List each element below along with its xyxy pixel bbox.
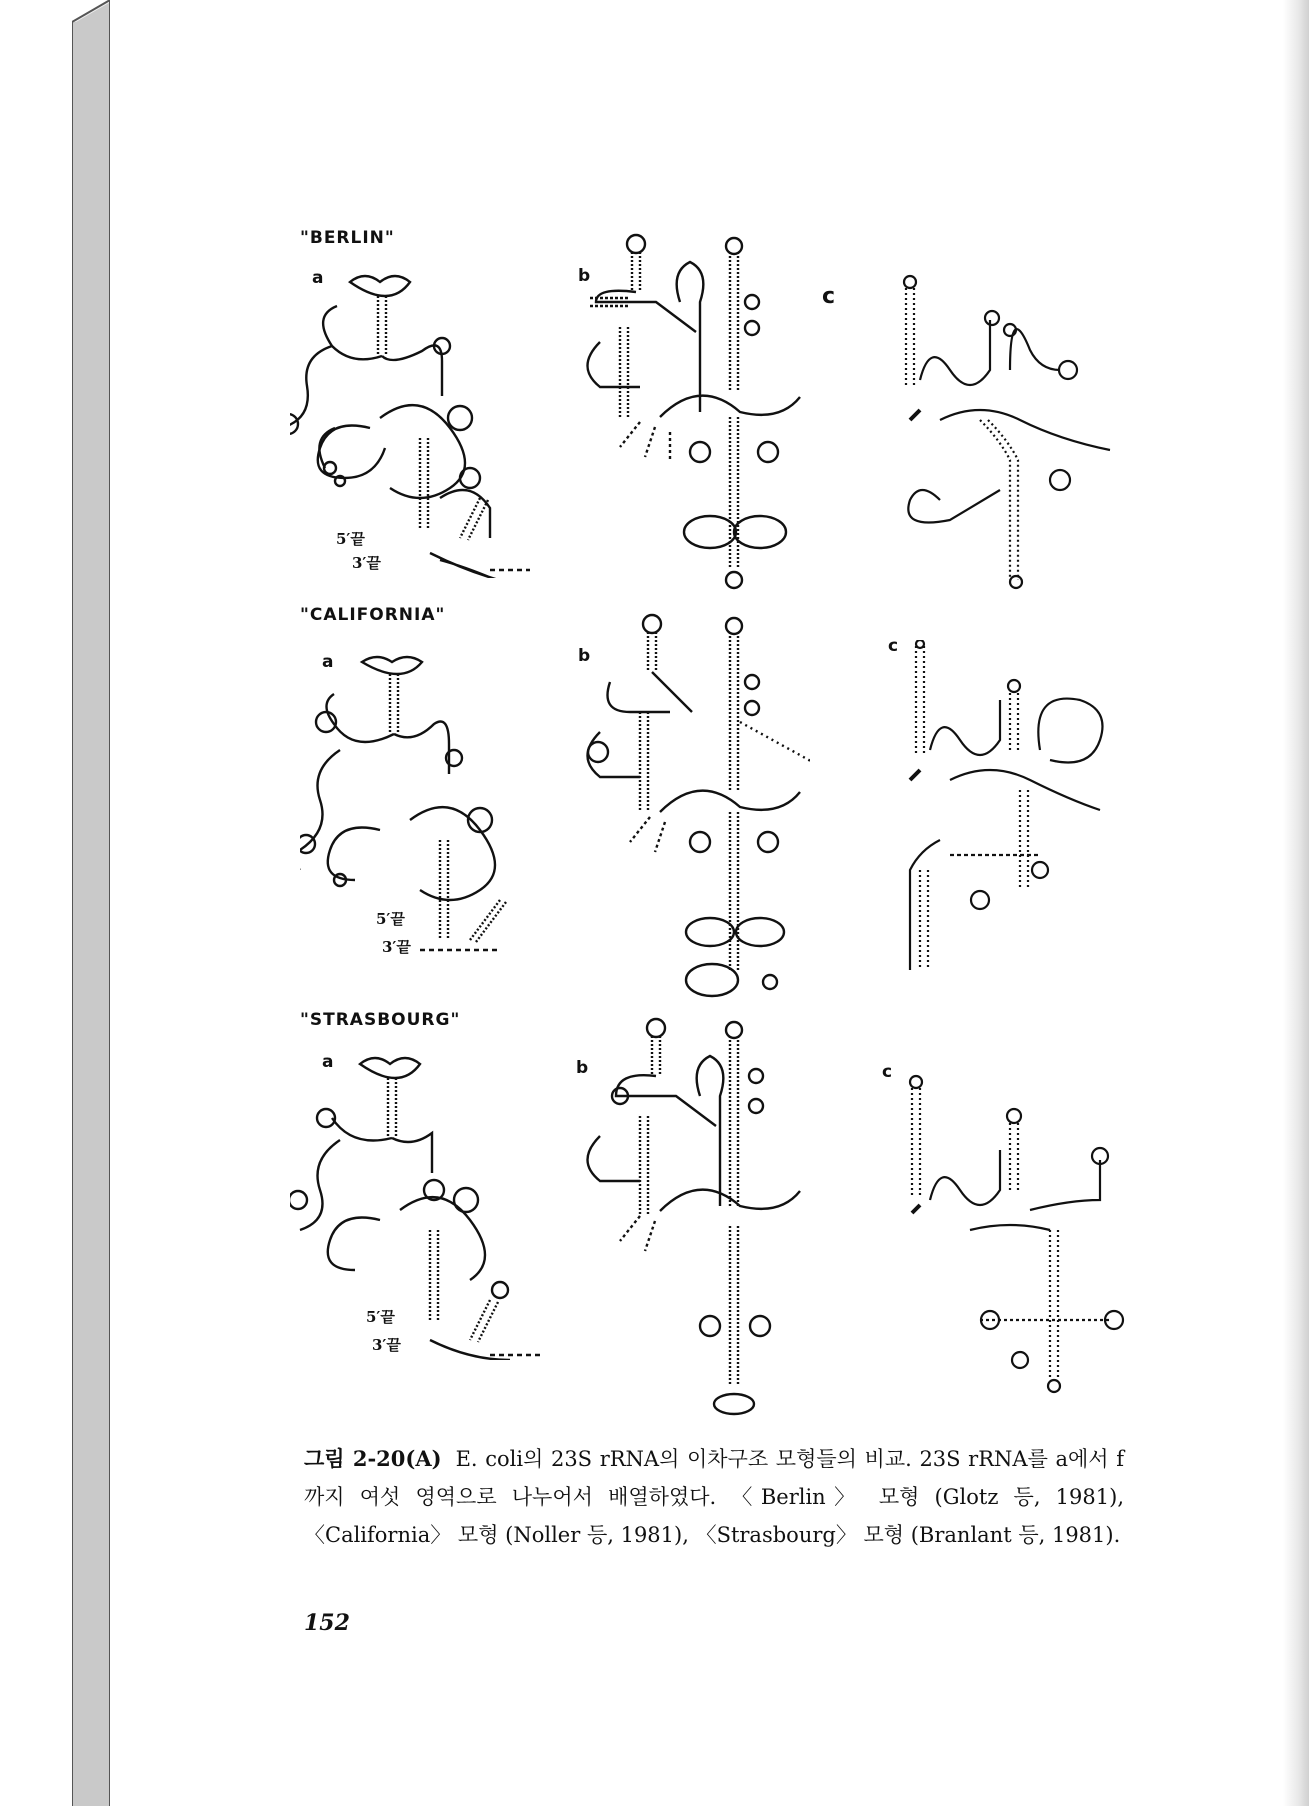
panel-label-california-a: a xyxy=(322,652,334,672)
five-prime-end-label-berlin: 5′끝 xyxy=(336,530,365,548)
five-prime-end-label-strasbourg: 5′끝 xyxy=(366,1308,395,1326)
figure-caption xyxy=(304,1440,1124,1554)
panel-label-california-b: b xyxy=(578,646,591,666)
rna-structure-california-b xyxy=(580,612,810,1002)
rna-structure-strasbourg-c xyxy=(880,1070,1150,1410)
caption-text: E. coli의 23S rRNA의 이차구조 모형들의 비교. 23S rRNA를 a에서 f까지 여섯 영역으로 나누어서 배열하였다. 〈Berlin〉 모형 (Glotz 등, 1981), 〈California〉 모형 (Noller 등, 1981), 〈Strasbourg〉 모형 (Branlant 등, 1981). xyxy=(304,1447,1124,1547)
five-prime-end-label-california: 5′끝 xyxy=(376,910,405,928)
rna-structure-berlin-c xyxy=(880,270,1150,590)
figure-number: 그림 2-20(A) xyxy=(304,1446,442,1471)
three-prime-end-label-strasbourg: 3′끝 xyxy=(372,1336,401,1354)
panel-label-california-c: c xyxy=(888,636,899,656)
panel-label-berlin-a: a xyxy=(312,268,324,288)
rna-structure-berlin-a xyxy=(290,268,550,578)
panel-label-strasbourg-b: b xyxy=(576,1058,589,1078)
three-prime-end-label-berlin: 3′끝 xyxy=(352,554,381,572)
panel-label-berlin-c: c xyxy=(822,284,836,309)
section-title-berlin: "BERLIN" xyxy=(300,228,395,248)
panel-label-strasbourg-c: c xyxy=(882,1062,893,1082)
panel-label-berlin-b: b xyxy=(578,266,591,286)
rna-structure-strasbourg-b xyxy=(580,1016,810,1416)
section-title-california: "CALIFORNIA" xyxy=(300,605,446,625)
book-spine xyxy=(72,0,114,1806)
rna-structure-california-c xyxy=(880,640,1150,1000)
section-title-strasbourg: "STRASBOURG" xyxy=(300,1010,461,1030)
page-right-edge xyxy=(1283,0,1309,1806)
panel-label-strasbourg-a: a xyxy=(322,1052,334,1072)
rna-structure-berlin-b xyxy=(580,232,810,592)
page-number: 152 xyxy=(304,1610,350,1636)
rna-structure-california-a xyxy=(300,650,550,960)
three-prime-end-label-california: 3′끝 xyxy=(382,938,411,956)
rna-structure-strasbourg-a xyxy=(290,1050,550,1360)
